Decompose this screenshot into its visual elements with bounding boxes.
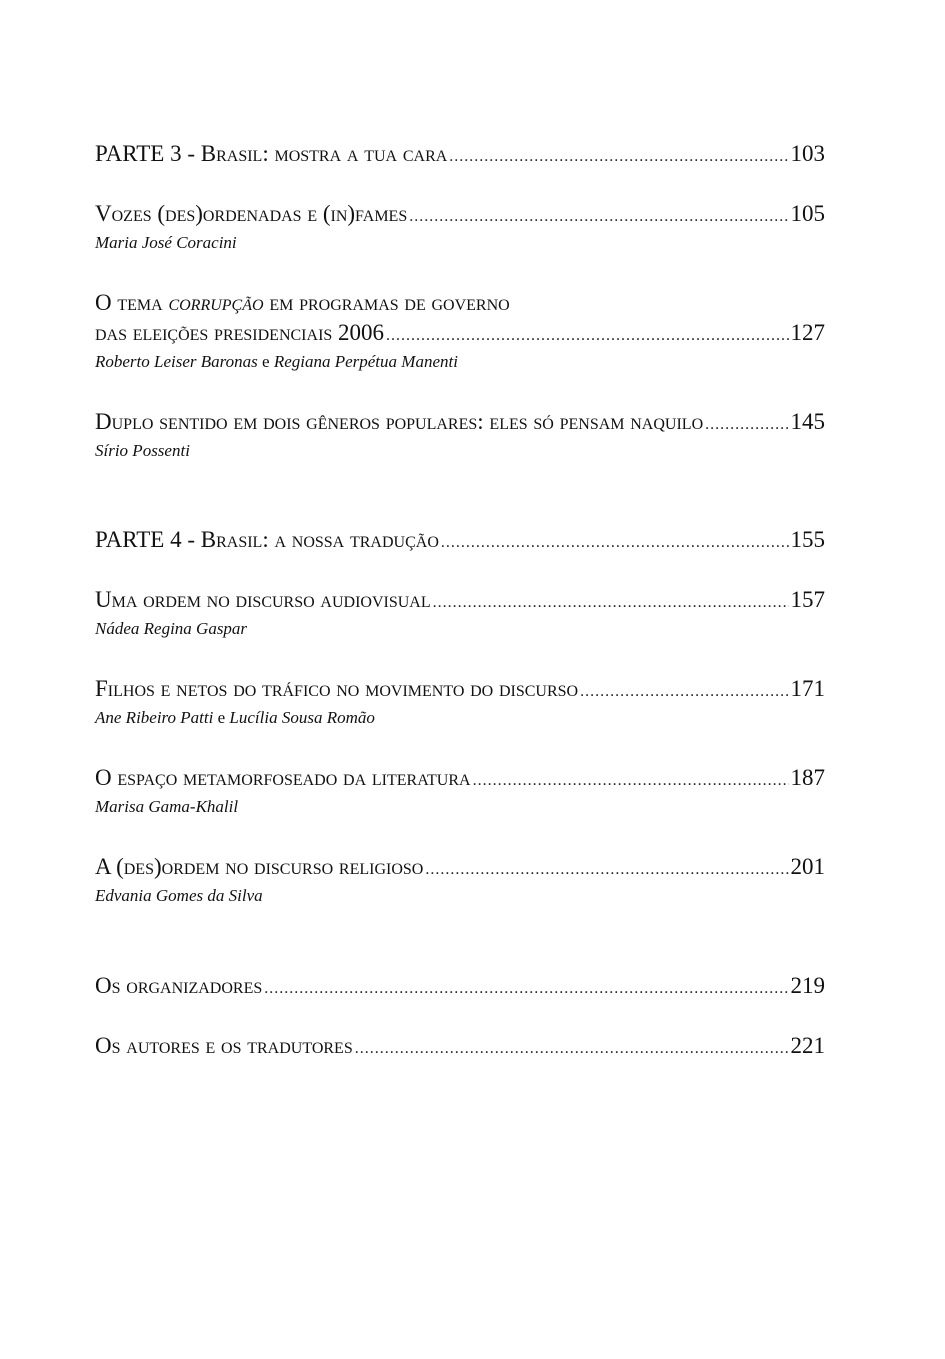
dot-leader: [409, 208, 788, 226]
toc-page-number: 105: [790, 201, 825, 226]
dot-leader: [705, 416, 788, 434]
dot-leader: [433, 594, 789, 612]
toc-entry-part-4: [95, 527, 825, 557]
toc-chapter-title-line2: das eleições presidenciais 2006: [95, 320, 385, 345]
toc-entry: [95, 201, 825, 253]
toc-page-number: 155: [790, 527, 825, 552]
dot-leader: [449, 148, 788, 166]
toc-page-number: 127: [790, 320, 825, 345]
toc-page-number: 103: [790, 141, 825, 166]
toc-page-number: 145: [790, 409, 825, 434]
toc-page-number: 157: [790, 587, 825, 612]
toc-entry: [95, 409, 825, 461]
toc-chapter-title: Filhos e netos do tráfico no movimento do discurso: [95, 676, 579, 701]
dot-leader: [441, 534, 789, 552]
toc-entry: [95, 973, 825, 1003]
toc-section-title: Os autores e os tradutores: [95, 1033, 353, 1058]
toc-chapter-title: Vozes (des)ordenadas e (in)fames: [95, 201, 408, 226]
toc-author: Nádea Regina Gaspar: [95, 619, 248, 638]
toc-section-title: Os organizadores: [95, 973, 263, 998]
toc-part-title: PARTE 4 - Brasil: a nossa tradução: [95, 527, 439, 552]
toc-entry-part-3: [95, 141, 825, 171]
toc-author: Ane Ribeiro Patti e Lucília Sousa Romão: [95, 708, 375, 727]
dot-leader: [425, 861, 788, 879]
toc-chapter-title-line1: O tema corrupção em programas de governo: [95, 290, 510, 315]
toc-author: Roberto Leiser Baronas e Regiana Perpétua Manenti: [95, 352, 458, 371]
toc-part-title: PARTE 3 - Brasil: mostra a tua cara: [95, 141, 448, 166]
dot-leader: [580, 683, 788, 701]
dot-leader: [264, 980, 788, 998]
toc-author: Marisa Gama-Khalil: [95, 797, 239, 816]
toc-entry: [95, 765, 825, 817]
toc-chapter-title: A (des)ordem no discurso religioso: [95, 854, 424, 879]
dot-leader: [355, 1040, 789, 1058]
dot-leader: [473, 772, 789, 790]
toc-author: Sírio Possenti: [95, 441, 190, 460]
toc-author: Maria José Coracini: [95, 233, 237, 252]
toc-entry: [95, 1033, 825, 1063]
toc-entry: [95, 854, 825, 906]
toc-page-number: 219: [790, 973, 825, 998]
toc-chapter-title: Uma ordem no discurso audiovisual: [95, 587, 431, 612]
dot-leader: [386, 327, 788, 345]
toc-page-number: 171: [790, 676, 825, 701]
toc-entry: [95, 676, 825, 728]
toc-chapter-title: Duplo sentido em dois gêneros populares: eles só pensam naquilo: [95, 409, 704, 434]
toc-page-number: 221: [790, 1033, 825, 1058]
toc-chapter-title: O espaço metamorfoseado da literatura: [95, 765, 471, 790]
toc-page-number: 201: [790, 854, 825, 879]
toc-entry: [95, 587, 825, 639]
toc-author: Edvania Gomes da Silva: [95, 886, 263, 905]
toc-entry: [95, 290, 825, 372]
toc-page-number: 187: [790, 765, 825, 790]
